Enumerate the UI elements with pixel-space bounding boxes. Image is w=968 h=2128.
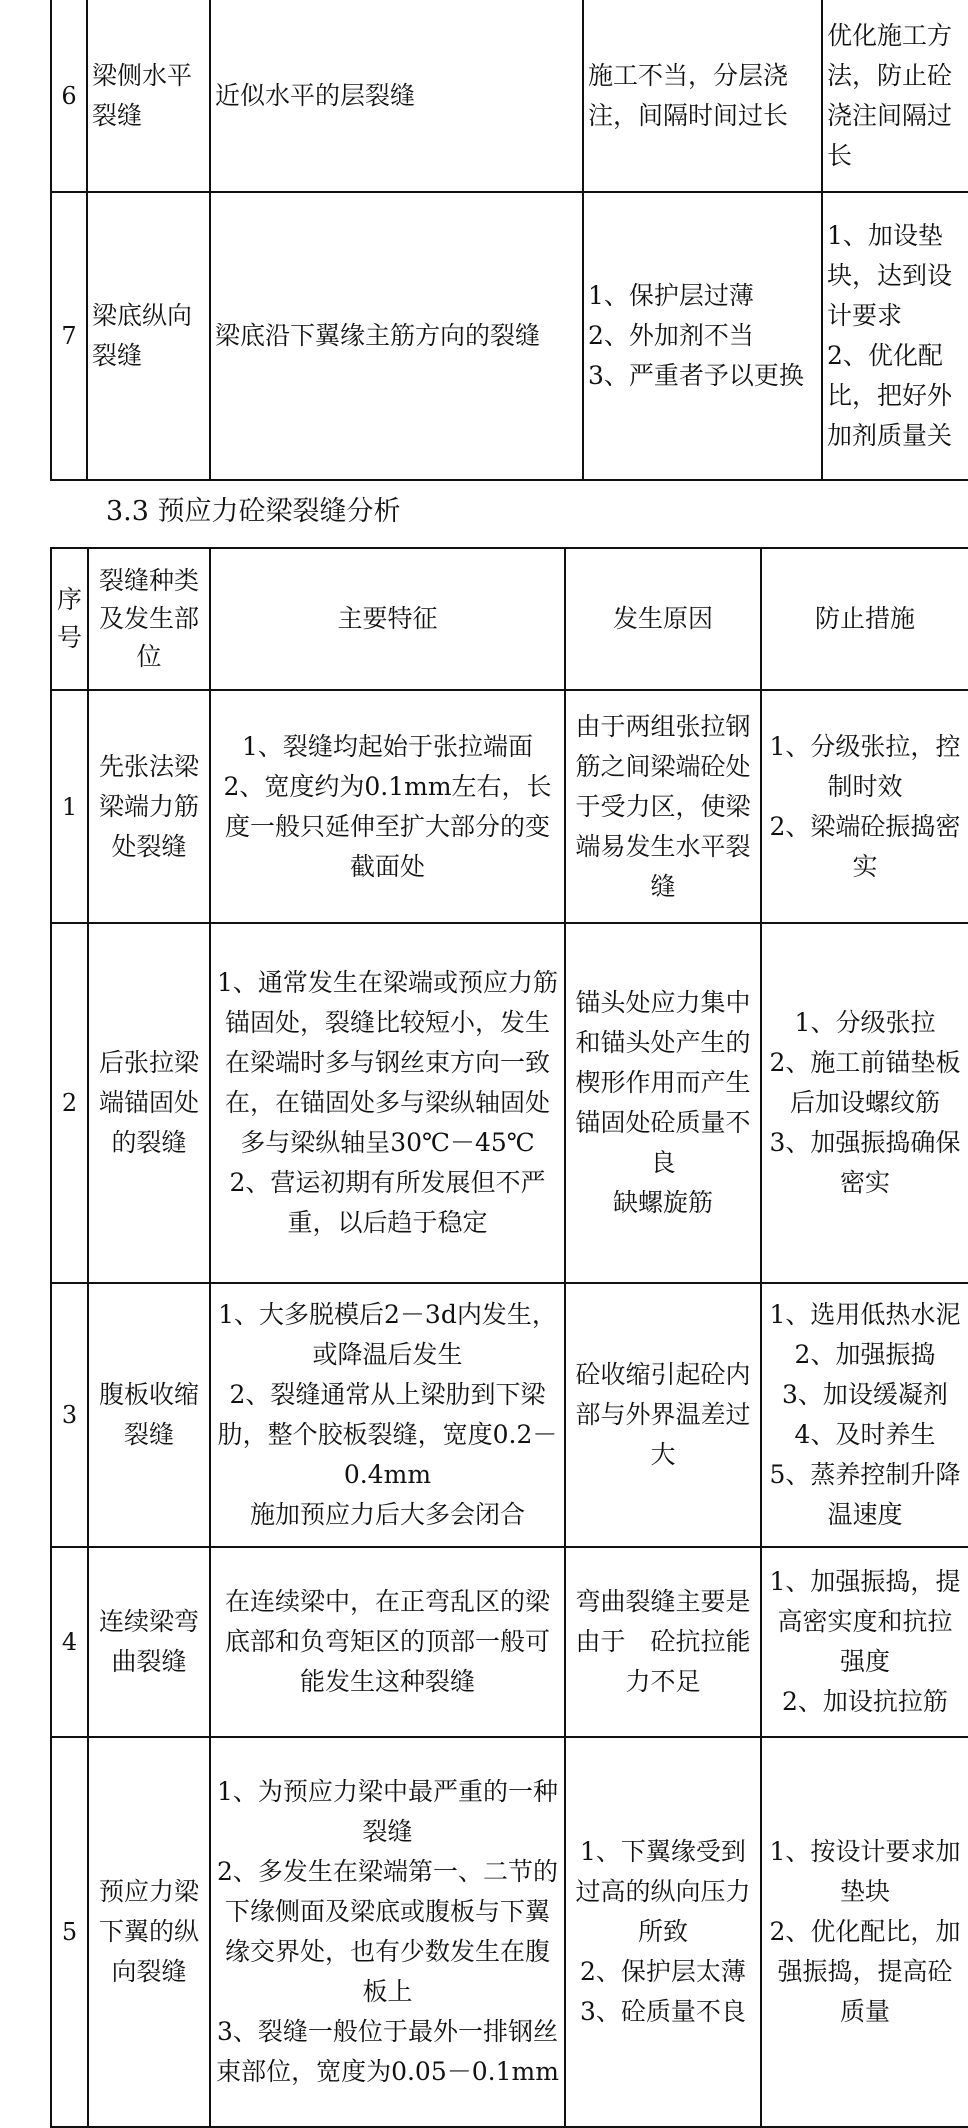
cause-line: 缺螺旋筋 bbox=[612, 1188, 713, 1217]
row-number: 6 bbox=[51, 0, 87, 192]
feature-line: 1、为预应力梁中最严重的一种裂缝 bbox=[217, 1777, 558, 1846]
measure-line: 3、加设缓凝剂 bbox=[782, 1380, 948, 1409]
measure-line: 1、选用低热水泥 bbox=[769, 1300, 961, 1329]
table-row bbox=[51, 1283, 968, 1547]
header-cause: 发生原因 bbox=[565, 548, 761, 690]
cause-line: 2、外加剂不当 bbox=[588, 321, 754, 350]
header-feature: 主要特征 bbox=[210, 548, 565, 690]
feature-line: 1、大多脱模后2－3d内发生，或降温后发生 bbox=[218, 1300, 557, 1369]
crack-measure bbox=[822, 192, 968, 480]
crack-cause: 施工不当，分层浇注，间隔时间过长 bbox=[583, 0, 822, 192]
feature-line: 1、裂缝均起始于张拉端面 bbox=[242, 731, 533, 761]
crack-feature bbox=[210, 690, 565, 923]
crack-feature: 近似水平的层裂缝 bbox=[210, 0, 583, 192]
crack-measure bbox=[761, 690, 968, 923]
crack-measure bbox=[761, 1547, 968, 1737]
section-title: 3.3 预应力砼梁裂缝分析 bbox=[106, 496, 401, 527]
header-measure: 防止措施 bbox=[761, 548, 968, 690]
header-type: 裂缝种类及发生部位 bbox=[88, 548, 210, 690]
table-row bbox=[51, 923, 968, 1283]
measure-line: 2、施工前锚垫板后加设螺纹筋 bbox=[769, 1048, 961, 1117]
measure-line: 2、优化配比，把好外加剂质量关 bbox=[827, 341, 953, 450]
feature-line: 施加预应力后大多会闭合 bbox=[249, 1500, 525, 1529]
row-number: 1 bbox=[51, 690, 88, 923]
measure-line: 2、加设抗拉筋 bbox=[782, 1687, 948, 1716]
measure-line: 4、及时养生 bbox=[794, 1420, 936, 1449]
table-prestressed-cracks bbox=[50, 547, 968, 2128]
crack-type: 预应力梁下翼的纵向裂缝 bbox=[88, 1737, 210, 2127]
cause-line: 锚头处应力集中和锚头处产生的楔形作用而产生锚固处砼质量不良 bbox=[575, 988, 751, 1177]
feature-line: 3、裂缝一般位于最外一排钢丝束部位，宽度为0.05－0.1mm bbox=[216, 2017, 559, 2086]
cause-line: 1、下翼缘受到过高的纵向压力所致 bbox=[575, 1837, 751, 1946]
measure-line: 5、蒸养控制升降温速度 bbox=[769, 1460, 961, 1529]
row-number: 7 bbox=[51, 192, 87, 480]
crack-type: 后张拉梁端锚固处的裂缝 bbox=[88, 923, 210, 1283]
measure-line: 2、梁端砼振捣密实 bbox=[769, 811, 961, 881]
crack-feature bbox=[210, 1283, 565, 1547]
row-number: 3 bbox=[51, 1283, 88, 1547]
cause-line: 3、严重者予以更换 bbox=[588, 361, 804, 390]
crack-type: 连续梁弯曲裂缝 bbox=[88, 1547, 210, 1737]
table-row bbox=[51, 1547, 968, 1737]
feature-line: 2、多发生在梁端第一、二节的下缘侧面及梁底或腹板与下翼缘交界处，也有少数发生在腹板上 bbox=[217, 1857, 558, 2006]
crack-measure bbox=[761, 1737, 968, 2127]
feature-line: 2、宽度约为0.1mm左右，长度一般只延伸至扩大部分的变截面处 bbox=[223, 771, 552, 881]
row-number: 4 bbox=[51, 1547, 88, 1737]
crack-cause: 砼收缩引起砼内部与外界温差过大 bbox=[565, 1283, 761, 1547]
row-number: 5 bbox=[51, 1737, 88, 2127]
crack-feature: 梁底沿下翼缘主筋方向的裂缝 bbox=[210, 192, 583, 480]
crack-feature: 在连续梁中，在正弯乱区的梁底部和负弯矩区的顶部一般可能发生这种裂缝 bbox=[210, 1547, 565, 1737]
crack-cause: 弯曲裂缝主要是由于 砼抗拉能力不足 bbox=[565, 1547, 761, 1737]
cause-line: 3、砼质量不良 bbox=[580, 1997, 746, 2026]
measure-line: 2、优化配比，加强振捣，提高砼质量 bbox=[769, 1917, 961, 2026]
crack-type: 腹板收缩裂缝 bbox=[88, 1283, 210, 1547]
measure-line: 1、分级张拉 bbox=[794, 1008, 936, 1037]
crack-cause bbox=[583, 192, 822, 480]
crack-cause bbox=[565, 1737, 761, 2127]
crack-measure: 优化施工方法，防止砼浇注间隔过长 bbox=[822, 0, 968, 192]
crack-feature bbox=[210, 923, 565, 1283]
crack-feature bbox=[210, 1737, 565, 2127]
table-row bbox=[51, 690, 968, 923]
measure-line: 1、加设垫块，达到设计要求 bbox=[827, 221, 953, 330]
table-row bbox=[51, 1737, 968, 2127]
crack-measure bbox=[761, 923, 968, 1283]
feature-line: 2、裂缝通常从上梁肋到下梁肋，整个胶板裂缝，宽度0.2－0.4mm bbox=[217, 1380, 558, 1489]
crack-cause: 由于两组张拉钢筋之间梁端砼处于受力区，使梁端易发生水平裂缝 bbox=[565, 690, 761, 923]
table-row bbox=[51, 0, 968, 192]
cause-line: 1、保护层过薄 bbox=[588, 281, 754, 310]
measure-line: 3、加强振捣确保密实 bbox=[769, 1128, 961, 1197]
table-row bbox=[51, 192, 968, 480]
feature-line: 2、营运初期有所发展但不严重，以后趋于稳定 bbox=[229, 1168, 546, 1237]
measure-line: 2、加强振捣 bbox=[794, 1340, 936, 1369]
crack-cause bbox=[565, 923, 761, 1283]
row-number: 2 bbox=[51, 923, 88, 1283]
table-header-row bbox=[51, 548, 968, 690]
header-no: 序号 bbox=[51, 548, 88, 690]
measure-line: 1、加强振捣，提高密实度和抗拉强度 bbox=[769, 1567, 961, 1676]
measure-line: 1、分级张拉，控制时效 bbox=[769, 731, 961, 801]
measure-line: 1、按设计要求加垫块 bbox=[769, 1837, 961, 1906]
crack-measure bbox=[761, 1283, 968, 1547]
cause-line: 2、保护层太薄 bbox=[580, 1957, 746, 1986]
crack-type: 梁底纵向裂缝 bbox=[87, 192, 210, 480]
crack-type: 先张法梁梁端力筋处裂缝 bbox=[88, 690, 210, 923]
crack-type: 梁侧水平裂缝 bbox=[87, 0, 210, 192]
table-continued bbox=[50, 0, 968, 481]
feature-line: 1、通常发生在梁端或预应力筋锚固处，裂缝比较短小，发生在梁端时多与钢丝束方向一致在，在锚固处多与梁纵轴固处多与梁纵轴呈30℃－45℃ bbox=[217, 968, 558, 1157]
